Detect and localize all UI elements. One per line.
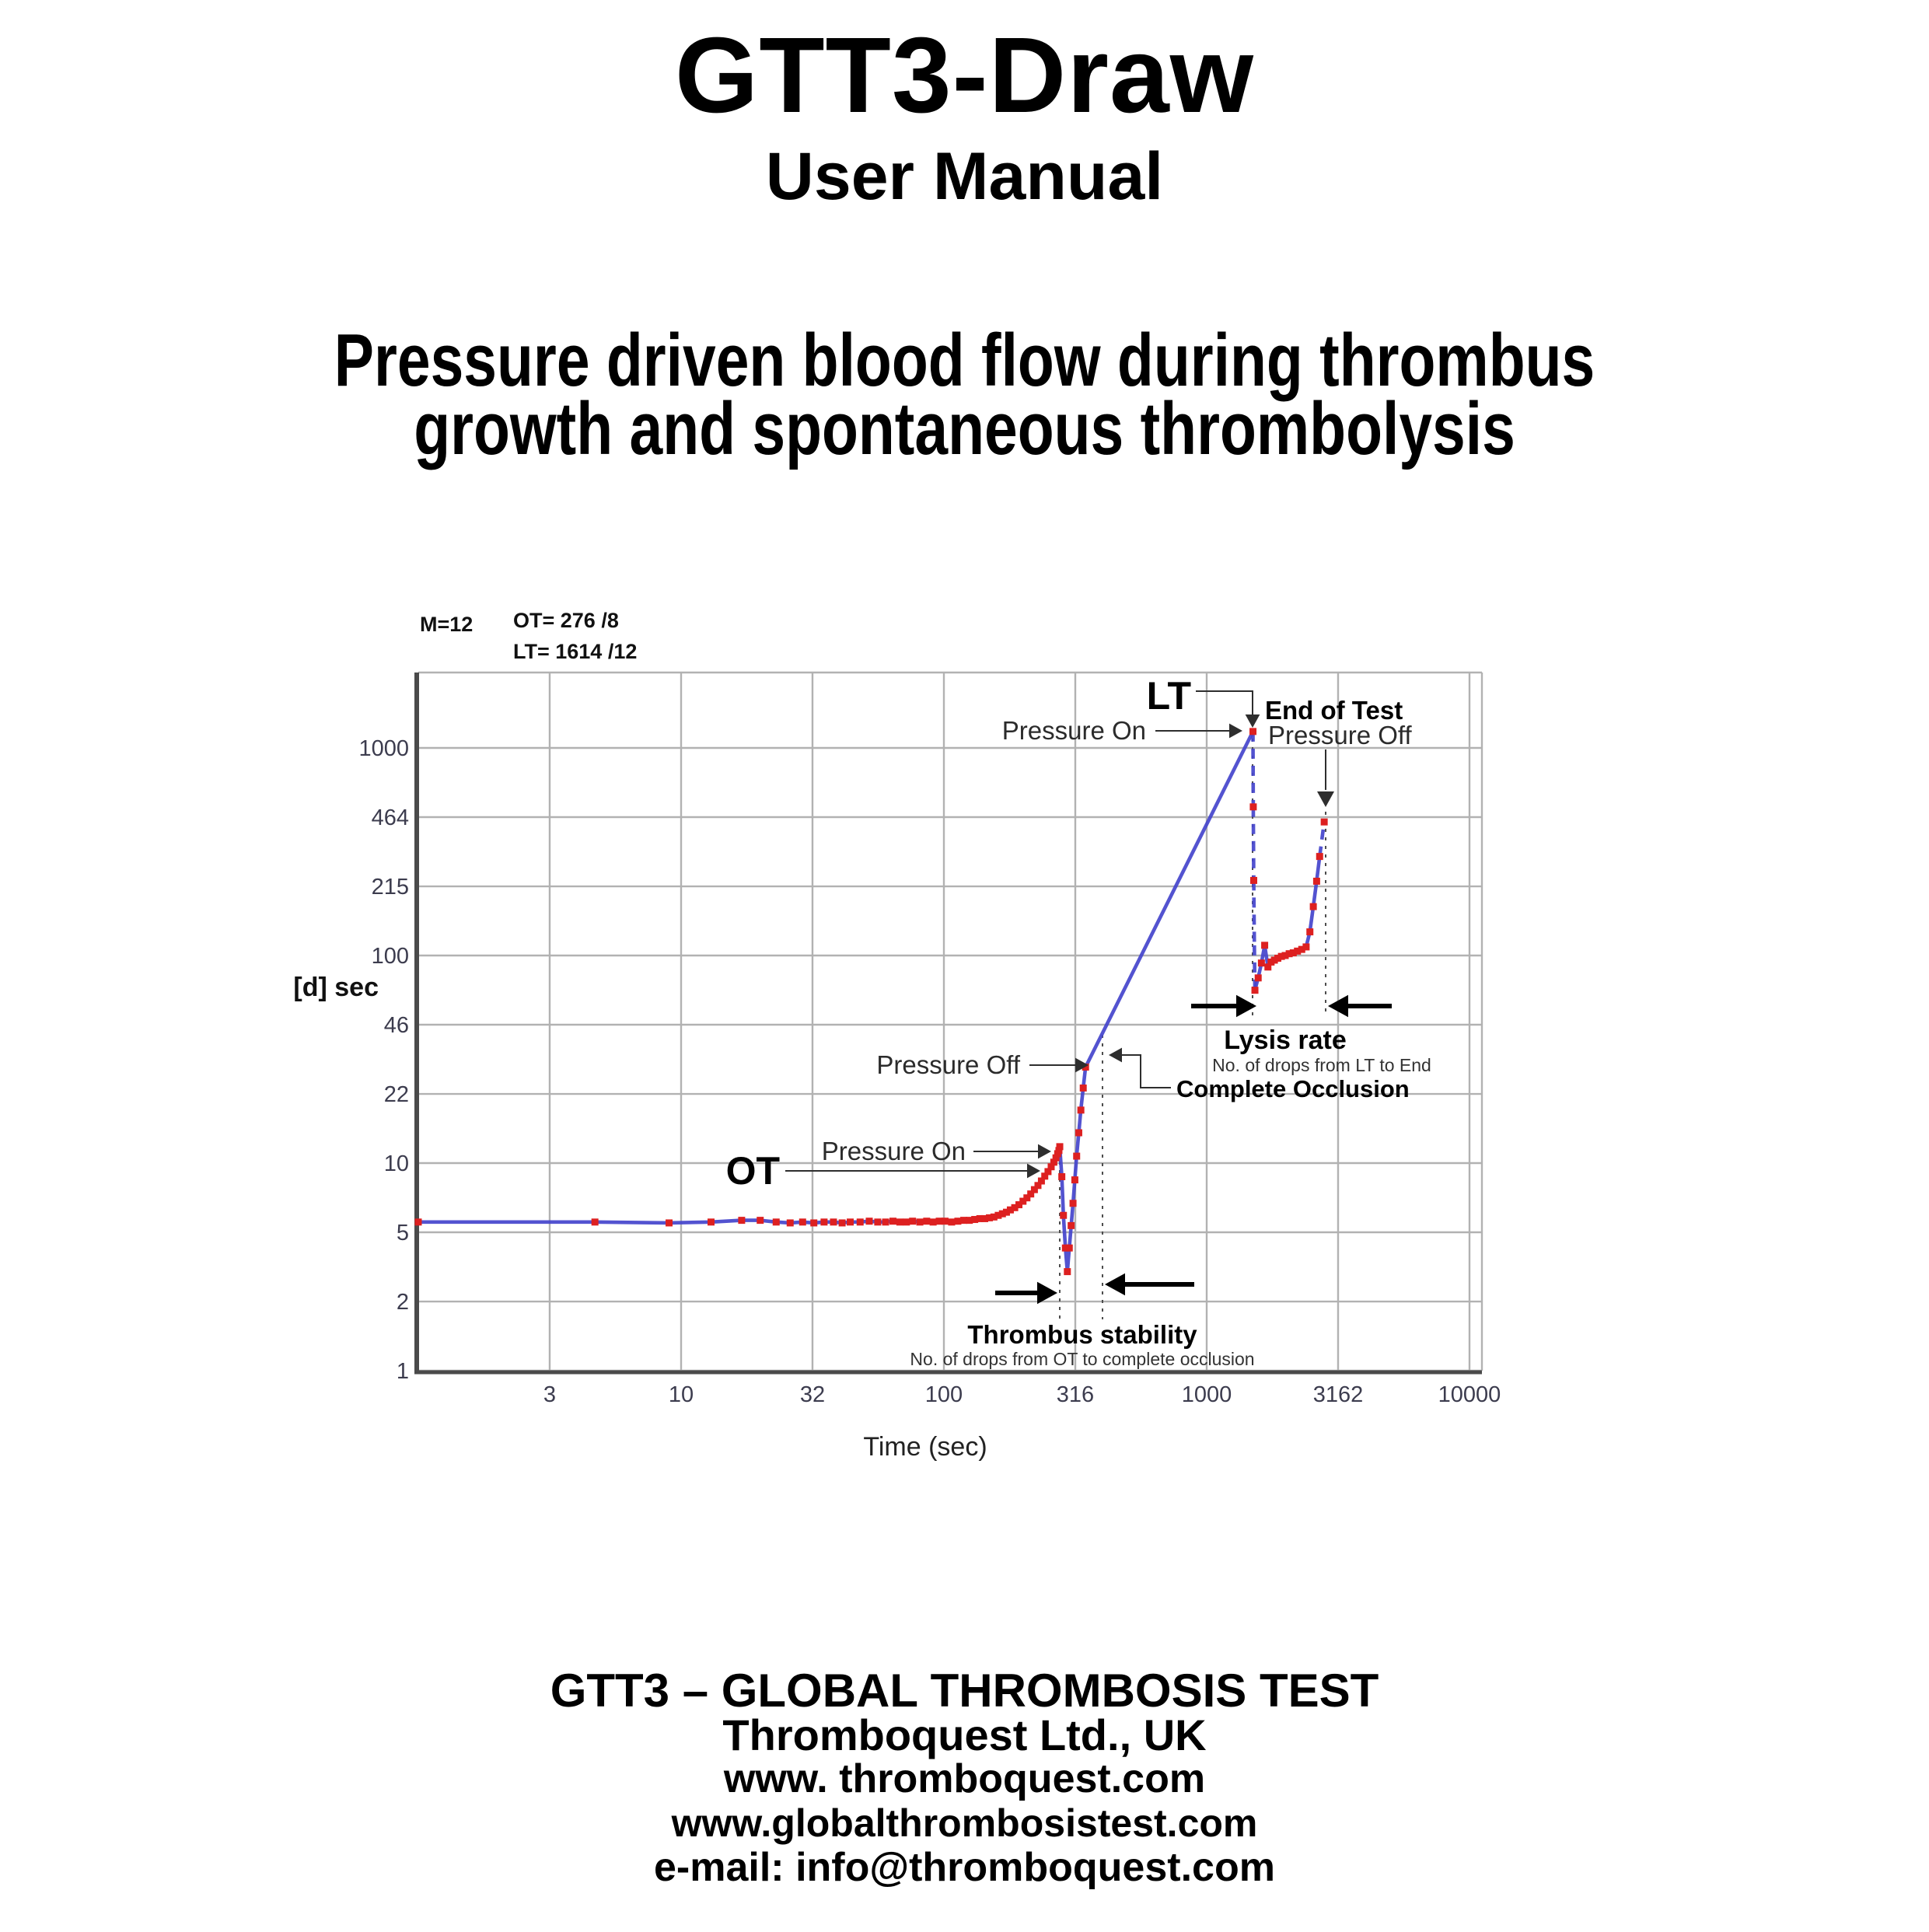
data-point xyxy=(1250,877,1257,884)
data-point xyxy=(773,1218,780,1225)
x-tick-label: 3 xyxy=(543,1382,557,1407)
arrowhead xyxy=(1109,1048,1122,1063)
x-tick-label: 10 xyxy=(668,1382,694,1407)
label-pressure-off-upper: Pressure Off xyxy=(1268,721,1412,749)
arrowhead xyxy=(1236,995,1256,1018)
data-point xyxy=(1078,1106,1085,1113)
arrowhead xyxy=(1246,714,1260,728)
label-thrombus-stability: Thrombus stability xyxy=(967,1320,1197,1349)
data-point xyxy=(592,1218,599,1225)
data-point xyxy=(1249,728,1256,735)
label-pressure-on-upper: Pressure On xyxy=(1001,716,1146,745)
chart-heading-line-1: Pressure driven blood flow during thrombus xyxy=(334,319,1595,402)
label-complete-occlusion: Complete Occlusion xyxy=(1176,1075,1410,1102)
x-tick-label: 100 xyxy=(924,1382,963,1407)
data-point xyxy=(1252,987,1259,994)
label-pressure-on-lower: Pressure On xyxy=(821,1137,966,1165)
data-point xyxy=(1066,1245,1073,1252)
data-point xyxy=(757,1217,764,1224)
data-point xyxy=(1321,819,1328,826)
footer-company-name: Thromboquest Ltd., UK xyxy=(722,1710,1207,1759)
label-lt-value: LT= 1614 /12 xyxy=(513,640,638,663)
y-tick-label: 215 xyxy=(371,875,409,900)
data-point xyxy=(948,1218,955,1225)
data-point xyxy=(1255,974,1262,981)
data-point xyxy=(903,1218,910,1225)
footer-email: e-mail: info@thromboquest.com xyxy=(654,1845,1275,1890)
data-point xyxy=(738,1217,745,1224)
data-point xyxy=(1068,1222,1075,1229)
data-point xyxy=(1057,1143,1064,1150)
x-tick-label: 32 xyxy=(799,1382,826,1407)
data-point xyxy=(839,1219,846,1226)
data-point xyxy=(1070,1200,1077,1207)
data-point xyxy=(1306,928,1313,935)
data-point xyxy=(1261,942,1268,949)
y-tick-label: 46 xyxy=(383,1012,409,1038)
label-pressure-off-lower: Pressure Off xyxy=(876,1050,1020,1079)
x-tick-label: 1000 xyxy=(1181,1382,1232,1407)
y-tick-label: 5 xyxy=(396,1220,409,1245)
footer-website-2: www.globalthrombosistest.com xyxy=(671,1801,1258,1845)
data-point xyxy=(787,1219,794,1226)
x-tick-label: 316 xyxy=(1056,1382,1095,1407)
label-lt-marker: LT xyxy=(1146,674,1191,718)
data-point xyxy=(923,1218,930,1225)
data-point xyxy=(847,1218,854,1225)
data-point xyxy=(1060,1212,1067,1219)
arrowhead xyxy=(1229,724,1242,739)
data-point xyxy=(1073,1153,1080,1160)
data-point xyxy=(874,1218,881,1225)
label-lysis-rate-sub: No. of drops from LT to End xyxy=(1212,1055,1431,1075)
data-point xyxy=(666,1219,673,1226)
y-tick-label: 2 xyxy=(396,1290,409,1315)
complete-occlusion-arrow xyxy=(1121,1055,1171,1088)
data-point xyxy=(830,1218,837,1225)
data-point xyxy=(1316,853,1323,860)
data-point xyxy=(889,1218,896,1225)
data-point xyxy=(1258,959,1265,966)
data-point xyxy=(820,1218,827,1225)
arrowhead xyxy=(1038,1144,1051,1159)
data-point xyxy=(1249,803,1256,810)
y-tick-label: 22 xyxy=(383,1082,409,1108)
data-point xyxy=(1064,1268,1071,1275)
y-tick-label: 464 xyxy=(371,805,409,830)
label-y-axis-title: [d] sec xyxy=(293,973,379,1002)
label-lysis-rate: Lysis rate xyxy=(1224,1025,1347,1055)
arrowhead xyxy=(1317,791,1334,807)
arrowhead xyxy=(1027,1164,1040,1179)
label-thrombus-stability-sub: No. of drops from OT to complete occlusion xyxy=(910,1349,1255,1369)
page-subtitle: User Manual xyxy=(765,139,1164,214)
data-point xyxy=(909,1218,916,1225)
y-tick-label: 1000 xyxy=(358,736,409,761)
y-tick-label: 10 xyxy=(383,1151,409,1176)
data-point xyxy=(415,1218,422,1225)
data-point xyxy=(1302,943,1309,950)
data-point xyxy=(1071,1176,1078,1183)
x-tick-label: 10000 xyxy=(1438,1382,1501,1407)
data-point xyxy=(917,1218,924,1225)
data-curve xyxy=(418,732,1319,1272)
footer xyxy=(0,1665,1929,1890)
label-x-axis-title: Time (sec) xyxy=(863,1432,987,1462)
label-ot-marker: OT xyxy=(725,1149,780,1193)
x-tick-label: 3162 xyxy=(1312,1382,1364,1407)
data-point xyxy=(882,1218,889,1225)
label-end-of-test: End of Test xyxy=(1265,696,1403,725)
data-point xyxy=(1075,1129,1082,1136)
lt-connector xyxy=(1196,691,1253,716)
data-point xyxy=(930,1218,937,1225)
data-point xyxy=(1080,1085,1087,1092)
label-ot-value: OT= 276 /8 xyxy=(513,609,619,632)
data-point xyxy=(708,1218,715,1225)
data-point xyxy=(866,1218,873,1225)
data-point xyxy=(1313,878,1320,885)
footer-company-title: GTT3 – GLOBAL THROMBOSIS TEST xyxy=(550,1665,1379,1717)
page-title: GTT3-Draw xyxy=(674,16,1255,135)
arrowhead xyxy=(1105,1273,1125,1296)
chart-heading-line-2: growth and spontaneous thrombolysis xyxy=(414,387,1515,470)
y-tick-label: 100 xyxy=(371,944,409,969)
data-point xyxy=(857,1218,864,1225)
data-point xyxy=(799,1218,806,1225)
footer-website-1: www. thromboquest.com xyxy=(723,1756,1206,1801)
y-tick-label: 1 xyxy=(396,1359,409,1384)
label-m-value: M=12 xyxy=(420,613,474,636)
data-point xyxy=(1058,1173,1065,1180)
data-point xyxy=(1310,903,1317,910)
data-point xyxy=(896,1218,903,1225)
data-point xyxy=(942,1218,949,1225)
data-point xyxy=(810,1219,817,1226)
